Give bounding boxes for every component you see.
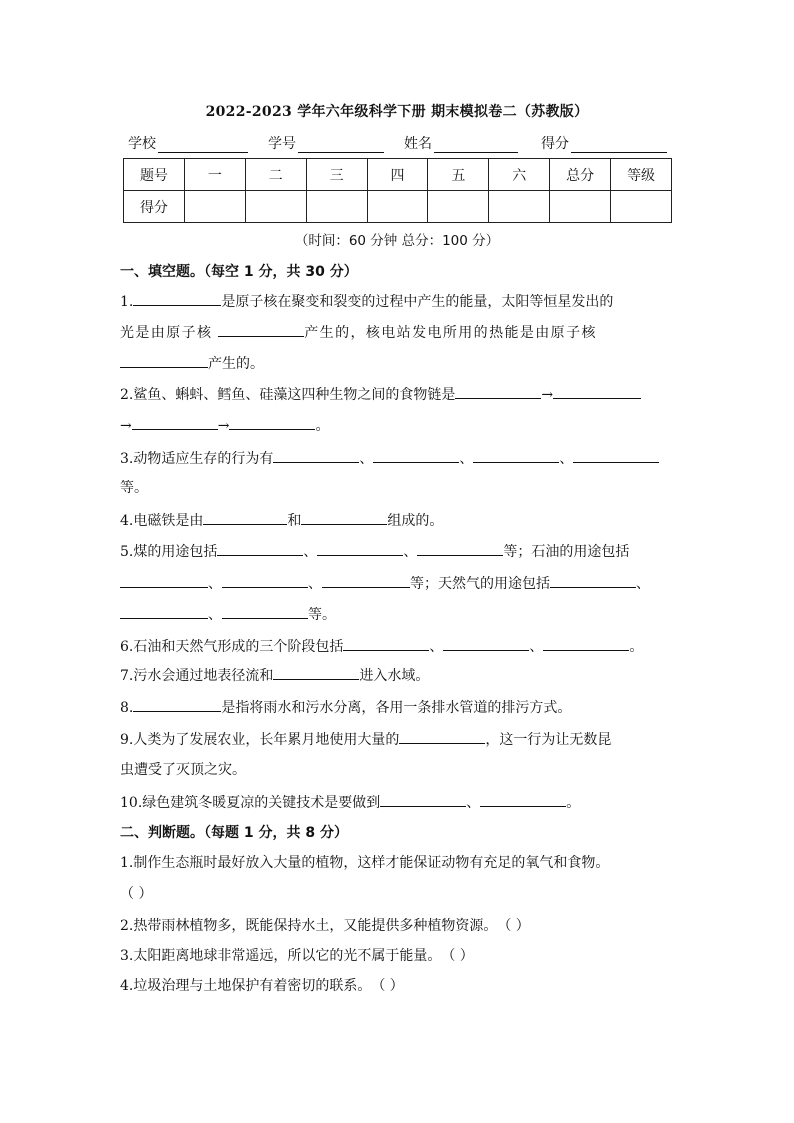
answer-blank[interactable] xyxy=(543,636,629,651)
score-table-header-row xyxy=(124,159,672,191)
q5-text-b: 等；石油的用途包括 xyxy=(503,544,630,560)
q3-text-a: 3.动物适应生存的行为有 xyxy=(120,451,274,467)
answer-blank[interactable] xyxy=(222,604,308,619)
separator: 、 xyxy=(459,451,474,467)
time-info: （时间：60 分钟 总分：100 分） xyxy=(294,233,500,249)
judge-item-1-text: 1.制作生态瓶时最好放入大量的植物，这样才能保证动物有充足的氧气和食物。 xyxy=(120,855,610,871)
q4-text-b: 和 xyxy=(287,513,302,529)
separator: 、 xyxy=(208,576,222,592)
separator: 、 xyxy=(466,795,481,811)
judge-item-4-text: 4.垃圾治理与土地保护有着密切的联系。 xyxy=(120,978,372,994)
judge-item-3 xyxy=(120,946,680,966)
col-grade: 等级 xyxy=(611,159,672,191)
name-label: 姓名 xyxy=(404,136,432,152)
separator: 、 xyxy=(636,576,650,592)
question-7 xyxy=(120,665,680,686)
answer-blank[interactable] xyxy=(120,353,208,368)
name-blank[interactable] xyxy=(434,137,518,153)
q1-number: 1. xyxy=(120,294,134,310)
question-1-line-3 xyxy=(120,353,680,374)
judge-item-2-text: 2.热带雨林植物多，既能保持水土，又能提供多种植物资源。 xyxy=(120,918,498,934)
separator: 、 xyxy=(403,544,418,560)
answer-blank[interactable] xyxy=(120,604,208,619)
q9-text-c: 虫遭受了灭顶之灾。 xyxy=(120,762,246,778)
q2-end: 。 xyxy=(315,418,330,434)
q4-text-a: 4.电磁铁是由 xyxy=(120,513,204,529)
score-label: 得分 xyxy=(541,136,569,152)
answer-bracket[interactable]: （ ） xyxy=(371,978,404,994)
id-label: 学号 xyxy=(268,136,296,152)
q5-text-c: 等；天然气的用途包括 xyxy=(410,576,550,592)
col-total: 总分 xyxy=(550,159,611,191)
answer-blank[interactable] xyxy=(133,697,221,712)
answer-blank[interactable] xyxy=(343,636,429,651)
answer-blank[interactable] xyxy=(203,510,287,525)
q6-end: 。 xyxy=(629,639,644,655)
school-field xyxy=(128,133,248,153)
q1-text-c: 产生的，核电站发电所用的热能是由原子核 xyxy=(304,325,597,341)
q9-text-a: 9.人类为了发展农业，长年累月地使用大量的 xyxy=(120,732,400,748)
q4-text-c: 组成的。 xyxy=(387,513,444,529)
answer-blank[interactable] xyxy=(317,541,403,556)
score-field xyxy=(541,133,667,153)
separator: 、 xyxy=(359,451,374,467)
judge-item-2 xyxy=(120,916,680,936)
answer-blank[interactable] xyxy=(380,792,466,807)
name-field xyxy=(404,133,518,153)
score-cell[interactable] xyxy=(550,191,611,223)
answer-blank[interactable] xyxy=(399,729,485,744)
q1-text-a: 是原子核在聚变和裂变的过程中产生的能量，太阳等恒星发出的 xyxy=(221,294,614,310)
q7-text-a: 7.污水会通过地表径流和 xyxy=(120,668,274,684)
q5-text-a: 5.煤的用途包括 xyxy=(120,544,218,560)
q10-end: 。 xyxy=(566,795,581,811)
q5-text-d: 等。 xyxy=(308,607,336,623)
score-cell[interactable] xyxy=(428,191,489,223)
answer-bracket[interactable]: （ ） xyxy=(120,886,153,902)
score-cell[interactable] xyxy=(184,191,245,223)
col-2: 二 xyxy=(245,159,306,191)
answer-blank[interactable] xyxy=(273,665,359,680)
q3-end: 等。 xyxy=(120,480,148,496)
answer-blank[interactable] xyxy=(455,384,541,399)
question-5-line-1 xyxy=(120,541,680,562)
school-label: 学校 xyxy=(128,136,156,152)
answer-blank[interactable] xyxy=(120,573,208,588)
separator: 、 xyxy=(429,639,444,655)
question-3-line-1 xyxy=(120,448,680,469)
answer-blank[interactable] xyxy=(218,322,304,337)
row-label-score: 得分 xyxy=(124,191,185,223)
col-1: 一 xyxy=(184,159,245,191)
answer-blank[interactable] xyxy=(553,384,641,399)
separator: 、 xyxy=(208,607,222,623)
answer-blank[interactable] xyxy=(443,636,529,651)
question-9-line-1 xyxy=(120,729,680,750)
answer-blank[interactable] xyxy=(322,573,410,588)
answer-blank[interactable] xyxy=(229,415,315,430)
judge-item-3-text: 3.太阳距离地球非常遥远，所以它的光不属于能量。 xyxy=(120,948,442,964)
answer-blank[interactable] xyxy=(273,448,359,463)
col-6: 六 xyxy=(489,159,550,191)
id-field xyxy=(268,133,384,153)
section-1-title: 一、填空题。（每空 1 分，共 30 分） xyxy=(120,264,358,280)
exam-title: 2022-2023 学年六年级科学下册 期末模拟卷二（苏教版） xyxy=(205,104,589,120)
q1-text-d: 产生的。 xyxy=(208,356,264,372)
q2-text-a: 2.鲨鱼、蝌蚪、鳕鱼、硅藻这四种生物之间的食物链是 xyxy=(120,387,456,403)
answer-blank[interactable] xyxy=(573,448,659,463)
answer-blank[interactable] xyxy=(373,448,459,463)
question-1-line-2 xyxy=(120,322,680,343)
judge-item-1 xyxy=(120,853,680,873)
section-2-title: 二、判断题。（每题 1 分，共 8 分） xyxy=(120,825,348,841)
school-blank[interactable] xyxy=(158,137,248,153)
answer-bracket[interactable]: （ ） xyxy=(441,948,474,964)
answer-blank[interactable] xyxy=(301,510,387,525)
q6-text-a: 6.石油和天然气形成的三个阶段包括 xyxy=(120,639,344,655)
student-info-row xyxy=(128,133,668,155)
answer-blank[interactable] xyxy=(217,541,303,556)
answer-bracket[interactable]: （ ） xyxy=(497,918,530,934)
score-table-score-row xyxy=(124,191,672,223)
answer-blank[interactable] xyxy=(473,448,559,463)
q8-number: 8. xyxy=(120,700,134,716)
judge-item-1-bracket-line xyxy=(120,884,680,904)
arrow-icon: → xyxy=(120,418,132,434)
question-1-line-1 xyxy=(120,291,680,312)
col-5: 五 xyxy=(428,159,489,191)
score-cell[interactable] xyxy=(245,191,306,223)
score-cell[interactable] xyxy=(611,191,672,223)
answer-blank[interactable] xyxy=(222,573,308,588)
question-10 xyxy=(120,792,680,813)
question-6 xyxy=(120,636,680,657)
score-cell[interactable] xyxy=(367,191,428,223)
answer-blank[interactable] xyxy=(132,415,218,430)
question-9-line-2 xyxy=(120,760,680,780)
score-table xyxy=(123,158,672,223)
answer-blank[interactable] xyxy=(480,792,566,807)
question-3-line-2 xyxy=(120,478,680,498)
separator: 、 xyxy=(529,639,544,655)
question-4 xyxy=(120,510,680,531)
separator: 、 xyxy=(559,451,574,467)
row-label-question: 题号 xyxy=(124,159,185,191)
id-blank[interactable] xyxy=(298,137,384,153)
q7-text-b: 进入水域。 xyxy=(359,668,430,684)
arrow-icon: → xyxy=(217,418,230,434)
score-cell[interactable] xyxy=(489,191,550,223)
question-5-line-2 xyxy=(120,573,680,594)
q1-text-b: 光是由原子核 xyxy=(120,325,213,341)
score-blank[interactable] xyxy=(571,137,667,153)
question-2-line-1 xyxy=(120,384,680,405)
separator: 、 xyxy=(308,576,322,592)
question-8 xyxy=(120,697,680,718)
q8-text-a: 是指将雨水和污水分离，各用一条排水管道的排污方式。 xyxy=(221,700,572,716)
col-4: 四 xyxy=(367,159,428,191)
answer-blank[interactable] xyxy=(417,541,503,556)
arrow-icon: → xyxy=(541,387,554,403)
question-5-line-3 xyxy=(120,604,680,625)
q9-text-b: ，这一行为让无数昆 xyxy=(485,732,612,748)
col-3: 三 xyxy=(306,159,367,191)
score-cell[interactable] xyxy=(306,191,367,223)
answer-blank[interactable] xyxy=(133,291,221,306)
judge-item-4 xyxy=(120,976,680,996)
separator: 、 xyxy=(303,544,318,560)
answer-blank[interactable] xyxy=(550,573,636,588)
question-2-line-2 xyxy=(120,415,680,436)
q10-text-a: 10.绿色建筑冬暖夏凉的关键技术是要做到 xyxy=(120,795,381,811)
